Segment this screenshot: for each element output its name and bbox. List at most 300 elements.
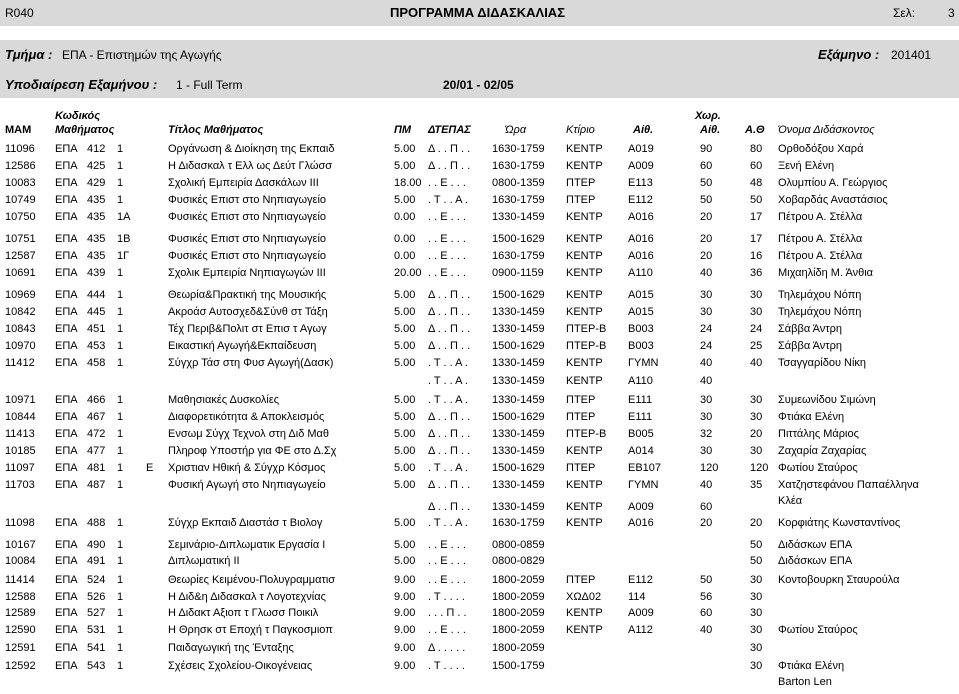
row-capacity: 24: [700, 323, 713, 335]
row-section: 1: [117, 574, 124, 586]
row-mam: 10844: [5, 411, 36, 423]
row-instructor: Κοντοβουρκη Σταυρούλα: [778, 574, 900, 586]
row-ath: 30: [750, 642, 763, 654]
col-pm: ΠΜ: [394, 124, 412, 136]
row-time: 1500-1629: [492, 411, 545, 423]
row-building: ΠΤΕΡ: [566, 574, 596, 586]
row-days: . . Ε . . .: [428, 574, 466, 586]
row-capacity: 60: [700, 160, 713, 172]
row-room: Β003: [628, 340, 654, 352]
row-dept: ΕΠΑ: [55, 591, 78, 603]
row-room: 114: [628, 591, 646, 603]
row-time: 1630-1759: [492, 517, 545, 529]
row-ath: 30: [750, 289, 763, 301]
row-instructor: Φτιάκα Ελένη: [778, 411, 845, 423]
row-mam: 11414: [5, 574, 35, 586]
row-days: Δ . . Π . .: [428, 160, 471, 172]
row-room: Α014: [628, 445, 654, 457]
row-pm: 9.00: [394, 607, 416, 619]
dept-label: Τμήμα :: [5, 47, 53, 62]
row-capacity: 60: [700, 501, 713, 513]
row-days: . . Ε . . .: [428, 233, 466, 245]
row-ath: 60: [750, 160, 763, 172]
row-pm: 5.00: [394, 289, 416, 301]
row-mam: 11097: [5, 462, 35, 474]
row-ath: 48: [750, 177, 763, 189]
row-days: . Τ . . Α .: [428, 194, 468, 206]
row-building: ΚΕΝΤΡ: [566, 250, 603, 262]
row-instructor: Πέτρου Α. Στέλλα: [778, 250, 863, 262]
row-time: 1800-2059: [492, 607, 545, 619]
row-mam: 12587: [5, 250, 36, 262]
row-days: Δ . . Π . .: [428, 411, 471, 423]
row-course-number: 451: [87, 323, 106, 335]
row-ath: 30: [750, 445, 763, 457]
row-days: Δ . . Π . .: [428, 428, 471, 440]
row-room: Α016: [628, 233, 654, 245]
row-pm: 0.00: [394, 250, 416, 262]
row-days: Δ . . Π . .: [428, 143, 471, 155]
row-room: Β005: [628, 428, 654, 440]
row-title: Εικαστική Αγωγή&Εκπαίδευση: [168, 340, 317, 352]
row-building: ΚΕΝΤΡ: [566, 211, 603, 223]
row-ath: 30: [750, 306, 763, 318]
row-ath: 30: [750, 607, 763, 619]
row-section: 1: [117, 411, 124, 423]
row-mam: 11096: [5, 143, 35, 155]
row-dept: ΕΠΑ: [55, 607, 78, 619]
col-code-line2: Μαθήματος: [55, 124, 115, 136]
row-course-number: 477: [87, 445, 106, 457]
row-section: 1: [117, 306, 124, 318]
row-building: ΠΤΕΡ: [566, 411, 596, 423]
row-course-number: 435: [87, 233, 106, 245]
row-instructor-secondary: Κλέα: [778, 495, 803, 507]
row-pm: 5.00: [394, 539, 416, 551]
row-course-number: 541: [87, 642, 106, 654]
row-course-number: 458: [87, 357, 106, 369]
row-course-number: 425: [87, 160, 106, 172]
row-course-number: 444: [87, 289, 106, 301]
row-capacity: 120: [700, 462, 719, 474]
row-time: 1330-1459: [492, 394, 545, 406]
row-building: ΠΤΕΡ: [566, 394, 596, 406]
row-time: 1630-1759: [492, 194, 545, 206]
row-dept: ΕΠΑ: [55, 574, 78, 586]
row-title: Τέχ Περιβ&Πολιτ στ Επισ τ Αγωγ: [168, 323, 327, 335]
row-dept: ΕΠΑ: [55, 194, 78, 206]
row-pm: 5.00: [394, 462, 416, 474]
row-time: 1330-1459: [492, 211, 545, 223]
row-time: 1800-2059: [492, 574, 545, 586]
row-capacity: 20: [700, 250, 713, 262]
row-title: Φυσική Αγωγή στο Νηπιαγωγείο: [168, 479, 326, 491]
row-title: Η Διδ&η Διδασκαλ τ Λογοτεχνίας: [168, 591, 326, 603]
row-capacity: 20: [700, 211, 713, 223]
row-pm: 5.00: [394, 357, 416, 369]
row-days: Δ . . Π . .: [428, 501, 471, 513]
row-ath: 50: [750, 539, 763, 551]
row-capacity: 40: [700, 375, 713, 387]
row-dept: ΕΠΑ: [55, 177, 78, 189]
row-time: 1500-1629: [492, 289, 545, 301]
row-ath: 35: [750, 479, 763, 491]
row-room: Β003: [628, 323, 654, 335]
row-time: 1630-1759: [492, 143, 545, 155]
row-dept: ΕΠΑ: [55, 660, 78, 672]
row-days: . . . Π . .: [428, 607, 467, 619]
row-instructor: Φτιάκα Ελένη: [778, 660, 845, 672]
row-course-number: 472: [87, 428, 106, 440]
row-time: 1630-1759: [492, 250, 545, 262]
row-section: 1: [117, 428, 124, 440]
row-dept: ΕΠΑ: [55, 642, 78, 654]
col-ath: Α.Θ: [745, 124, 765, 136]
row-mam: 12589: [5, 607, 36, 619]
row-title: Σύγχρ Τάσ στη Φυσ Αγωγή(Δασκ): [168, 357, 334, 369]
row-course-number: 543: [87, 660, 106, 672]
row-pm: 9.00: [394, 591, 416, 603]
row-course-number: 429: [87, 177, 106, 189]
row-title: Πληροφ Υποστήρ για ΦΕ στο Δ.Σχ: [168, 445, 337, 457]
row-instructor: Τηλεμάχου Νόπη: [778, 306, 862, 318]
subdivision-label: Υποδιαίρεση Εξαμήνου :: [5, 77, 158, 92]
row-capacity: 32: [700, 428, 713, 440]
row-ath: 80: [750, 143, 763, 155]
row-room: Ε111: [628, 411, 653, 423]
row-instructor-secondary: Barton Len: [778, 676, 832, 688]
row-ath: 30: [750, 591, 763, 603]
row-ath: 20: [750, 428, 763, 440]
row-section: 1: [117, 660, 124, 672]
row-dept: ΕΠΑ: [55, 323, 78, 335]
row-days: . . Ε . . .: [428, 624, 466, 636]
row-mam: 10691: [5, 267, 36, 279]
row-mam: 12590: [5, 624, 36, 636]
row-ath: 30: [750, 624, 763, 636]
row-ath: 24: [750, 323, 763, 335]
row-room: Α016: [628, 211, 654, 223]
row-pm: 5.00: [394, 411, 416, 423]
row-room: Α009: [628, 160, 654, 172]
row-instructor: Κορφιάτης Κωνσταντίνος: [778, 517, 901, 529]
col-building: Κτίριο: [566, 124, 595, 136]
row-dept: ΕΠΑ: [55, 143, 78, 155]
row-title: Χριστιαν Ηθική & Σύγχρ Κόσμος: [168, 462, 326, 474]
row-mam: 10843: [5, 323, 36, 335]
row-section: 1: [117, 462, 124, 474]
row-dept: ΕΠΑ: [55, 394, 78, 406]
row-instructor: Σάββα Άντρη: [778, 340, 842, 352]
row-days: . . Ε . . .: [428, 555, 466, 567]
row-days: . Τ . . Α .: [428, 357, 468, 369]
row-dept: ΕΠΑ: [55, 340, 78, 352]
row-capacity: 40: [700, 479, 713, 491]
row-mam: 10842: [5, 306, 36, 318]
semester-label: Εξάμηνο :: [818, 47, 880, 62]
row-section: 1: [117, 445, 124, 457]
row-title: Η Θρησκ στ Εποχή τ Παγκοσμιοπ: [168, 624, 333, 636]
row-mam: 11413: [5, 428, 35, 440]
row-instructor: Ξενή Ελένη: [778, 160, 835, 172]
row-days: Δ . . Π . .: [428, 323, 471, 335]
row-dept: ΕΠΑ: [55, 411, 78, 423]
row-title: Φυσικές Επιστ στο Νηπιαγωγείο: [168, 250, 327, 262]
row-room: Ε111: [628, 394, 653, 406]
row-pm: 5.00: [394, 555, 416, 567]
row-ath: 25: [750, 340, 763, 352]
row-capacity: 20: [700, 517, 713, 529]
row-title: Σύγχρ Εκπαιδ Διαστάσ τ Βιολογ: [168, 517, 323, 529]
row-mam: 10083: [5, 177, 36, 189]
row-course-number: 435: [87, 211, 106, 223]
row-instructor: Ορθοδόξου Χαρά: [778, 143, 864, 155]
row-days: . Τ . . . .: [428, 591, 465, 603]
row-pm: 5.00: [394, 160, 416, 172]
row-section: 1: [117, 340, 124, 352]
row-section: 1: [117, 517, 124, 529]
row-course-number: 526: [87, 591, 106, 603]
row-course-number: 487: [87, 479, 106, 491]
row-room: Α015: [628, 306, 654, 318]
row-mam: 10751: [5, 233, 36, 245]
row-instructor: Τσαγγαρίδου Νίκη: [778, 357, 867, 369]
report-code: R040: [5, 6, 34, 20]
row-instructor: Φωτίου Σταύρος: [778, 462, 858, 474]
row-pm: 0.00: [394, 233, 416, 245]
row-pm: 5.00: [394, 394, 416, 406]
row-course-number: 412: [87, 143, 106, 155]
row-pm: 18.00: [394, 177, 422, 189]
page-label: Σελ:: [893, 6, 916, 20]
row-time: 1330-1459: [492, 375, 545, 387]
row-course-number: 491: [87, 555, 106, 567]
row-section: 1: [117, 323, 124, 335]
row-mark: Ε: [146, 462, 154, 474]
row-capacity: 56: [700, 591, 713, 603]
row-course-number: 481: [87, 462, 106, 474]
row-section: 1: [117, 555, 124, 567]
row-room: Ε113: [628, 177, 653, 189]
row-instructor: Φωτίου Σταύρος: [778, 624, 858, 636]
row-dept: ΕΠΑ: [55, 289, 78, 301]
row-course-number: 435: [87, 194, 106, 206]
row-building: ΠΤΕΡ: [566, 194, 596, 206]
row-room: Α015: [628, 289, 654, 301]
row-days: . Τ . . Α .: [428, 517, 468, 529]
row-capacity: 90: [700, 143, 713, 155]
row-mam: 11412: [5, 357, 35, 369]
row-dept: ΕΠΑ: [55, 624, 78, 636]
row-course-number: 466: [87, 394, 106, 406]
row-ath: 20: [750, 517, 763, 529]
row-dept: ΕΠΑ: [55, 250, 78, 262]
row-title: Σεμινάριο-Διπλωματικ Εργασία Ι: [168, 539, 326, 551]
row-title: Η Διδακτ Αξιοπ τ Γλωσσ Ποικιλ: [168, 607, 319, 619]
row-time: 0800-0859: [492, 539, 545, 551]
row-ath: 17: [750, 211, 763, 223]
row-time: 1330-1459: [492, 428, 545, 440]
row-mam: 10084: [5, 555, 36, 567]
row-time: 1500-1759: [492, 660, 545, 672]
row-days: . Τ . . Α .: [428, 462, 468, 474]
row-instructor: Χοβαρδάς Αναστάσιος: [778, 194, 888, 206]
row-time: 1500-1629: [492, 233, 545, 245]
row-building: ΚΕΝΤΡ: [566, 357, 603, 369]
row-mam: 10971: [5, 394, 36, 406]
row-building: ΧΩΔ02: [566, 591, 602, 603]
row-title: Παιδαγωγική της Ένταξης: [168, 642, 294, 654]
row-capacity: 30: [700, 289, 713, 301]
row-days: . . Ε . . .: [428, 539, 466, 551]
row-title: Θεωρίες Κειμένου-Πολυγραμματισ: [168, 574, 336, 586]
row-mam: 10749: [5, 194, 36, 206]
row-course-number: 531: [87, 624, 106, 636]
row-pm: 0.00: [394, 211, 416, 223]
row-dept: ΕΠΑ: [55, 160, 78, 172]
row-title: Ακροάσ Αυτοσχεδ&Σύνθ στ Τάξη: [168, 306, 328, 318]
row-section: 1: [117, 591, 124, 603]
row-days: Δ . . Π . .: [428, 340, 471, 352]
row-days: . . Ε . . .: [428, 267, 466, 279]
row-room: Ε112: [628, 194, 653, 206]
row-room: Α009: [628, 501, 654, 513]
row-time: 0800-1359: [492, 177, 545, 189]
col-code-line1: Κωδικός: [55, 110, 101, 122]
row-dept: ΕΠΑ: [55, 555, 78, 567]
row-time: 1500-1629: [492, 340, 545, 352]
row-days: Δ . . Π . .: [428, 445, 471, 457]
row-room: Α110: [628, 267, 653, 279]
col-instructor: Όνομα Διδάσκοντος: [778, 124, 875, 136]
row-days: . Τ . . Α .: [428, 394, 468, 406]
row-instructor: Διδάσκων ΕΠΑ: [778, 539, 853, 551]
row-pm: 5.00: [394, 428, 416, 440]
row-building: ΠΤΕΡ-Β: [566, 428, 607, 440]
row-course-number: 467: [87, 411, 106, 423]
row-mam: 12588: [5, 591, 36, 603]
row-ath: 16: [750, 250, 763, 262]
row-course-number: 439: [87, 267, 106, 279]
row-section: 1Β: [117, 233, 131, 245]
row-time: 1330-1459: [492, 306, 545, 318]
row-pm: 20.00: [394, 267, 422, 279]
row-days: . . Ε . . .: [428, 211, 466, 223]
row-building: ΚΕΝΤΡ: [566, 624, 603, 636]
row-capacity: 30: [700, 411, 713, 423]
row-instructor: Μιχαηλίδη Μ. Άνθια: [778, 267, 874, 279]
row-dept: ΕΠΑ: [55, 539, 78, 551]
row-pm: 5.00: [394, 479, 416, 491]
row-instructor: Σάββα Άντρη: [778, 323, 842, 335]
row-ath: 36: [750, 267, 763, 279]
row-instructor: Χατζηστεφάνου Παπαέλληνα: [778, 479, 919, 491]
row-time: 0800-0829: [492, 555, 545, 567]
row-days: . . Ε . . .: [428, 250, 466, 262]
row-capacity: 50: [700, 574, 713, 586]
row-section: 1: [117, 642, 124, 654]
row-title: Σχολικ Εμπειρία Νηπιαγωγών ΙΙΙ: [168, 267, 326, 279]
row-title: Η Διδασκαλ τ Ελλ ως Δεύτ Γλώσσ: [168, 160, 333, 172]
row-room: Α110: [628, 375, 653, 387]
row-dept: ΕΠΑ: [55, 428, 78, 440]
row-section: 1Α: [117, 211, 131, 223]
row-dept: ΕΠΑ: [55, 479, 78, 491]
row-course-number: 527: [87, 607, 106, 619]
row-dept: ΕΠΑ: [55, 233, 78, 245]
row-days: . . Ε . . .: [428, 177, 466, 189]
row-instructor: Διδάσκων ΕΠΑ: [778, 555, 853, 567]
row-time: 1800-2059: [492, 624, 545, 636]
row-building: ΚΕΝΤΡ: [566, 479, 603, 491]
row-ath: 30: [750, 411, 763, 423]
row-time: 1330-1459: [492, 479, 545, 491]
row-instructor: Ζαχαρία Ζαχαρίας: [778, 445, 867, 457]
row-course-number: 488: [87, 517, 106, 529]
row-instructor: Τηλεμάχου Νόπη: [778, 289, 862, 301]
row-ath: 30: [750, 574, 763, 586]
row-mam: 12586: [5, 160, 36, 172]
row-room: Ε112: [628, 574, 653, 586]
col-title: Τίτλος Μαθήματος: [168, 124, 264, 136]
row-instructor: Πιττάλης Μάριος: [778, 428, 859, 440]
row-section: 1Γ: [117, 250, 130, 262]
row-days: Δ . . Π . .: [428, 479, 471, 491]
row-capacity: 24: [700, 340, 713, 352]
row-mam: 11703: [5, 479, 35, 491]
row-dept: ΕΠΑ: [55, 517, 78, 529]
row-days: . Τ . . . .: [428, 660, 465, 672]
row-dept: ΕΠΑ: [55, 445, 78, 457]
row-pm: 5.00: [394, 143, 416, 155]
row-mam: 12591: [5, 642, 36, 654]
row-capacity: 40: [700, 267, 713, 279]
row-room: ΓΥΜΝ: [628, 357, 659, 369]
row-instructor: Ολυμπίου Α. Γεώργιος: [778, 177, 888, 189]
row-building: ΚΕΝΤΡ: [566, 375, 603, 387]
row-pm: 5.00: [394, 306, 416, 318]
row-pm: 9.00: [394, 624, 416, 636]
page-number: 3: [948, 6, 955, 20]
row-time: 1630-1759: [492, 160, 545, 172]
row-dept: ΕΠΑ: [55, 211, 78, 223]
row-instructor: Συμεωνίδου Σιμώνη: [778, 394, 876, 406]
row-dept: ΕΠΑ: [55, 306, 78, 318]
row-instructor: Πέτρου Α. Στέλλα: [778, 211, 863, 223]
row-room: ΕΒ107: [628, 462, 662, 474]
row-building: ΚΕΝΤΡ: [566, 445, 603, 457]
col-time: Ώρα: [505, 124, 527, 136]
row-section: 1: [117, 357, 124, 369]
row-building: ΚΕΝΤΡ: [566, 306, 603, 318]
row-building: ΠΤΕΡ: [566, 462, 596, 474]
col-capacity-line2: Αίθ.: [700, 124, 721, 136]
row-pm: 5.00: [394, 323, 416, 335]
row-section: 1: [117, 289, 124, 301]
row-pm: 5.00: [394, 517, 416, 529]
row-pm: 9.00: [394, 660, 416, 672]
row-room: Α019: [628, 143, 654, 155]
row-title: Σχολική Εμπειρία Δασκάλων ΙΙΙ: [168, 177, 319, 189]
semester-value: 201401: [891, 48, 932, 62]
row-section: 1: [117, 177, 124, 189]
row-time: 1800-2059: [492, 591, 545, 603]
row-capacity: 50: [700, 194, 713, 206]
row-capacity: 60: [700, 607, 713, 619]
row-building: ΚΕΝΤΡ: [566, 501, 603, 513]
row-ath: 50: [750, 555, 763, 567]
row-building: ΚΕΝΤΡ: [566, 233, 603, 245]
